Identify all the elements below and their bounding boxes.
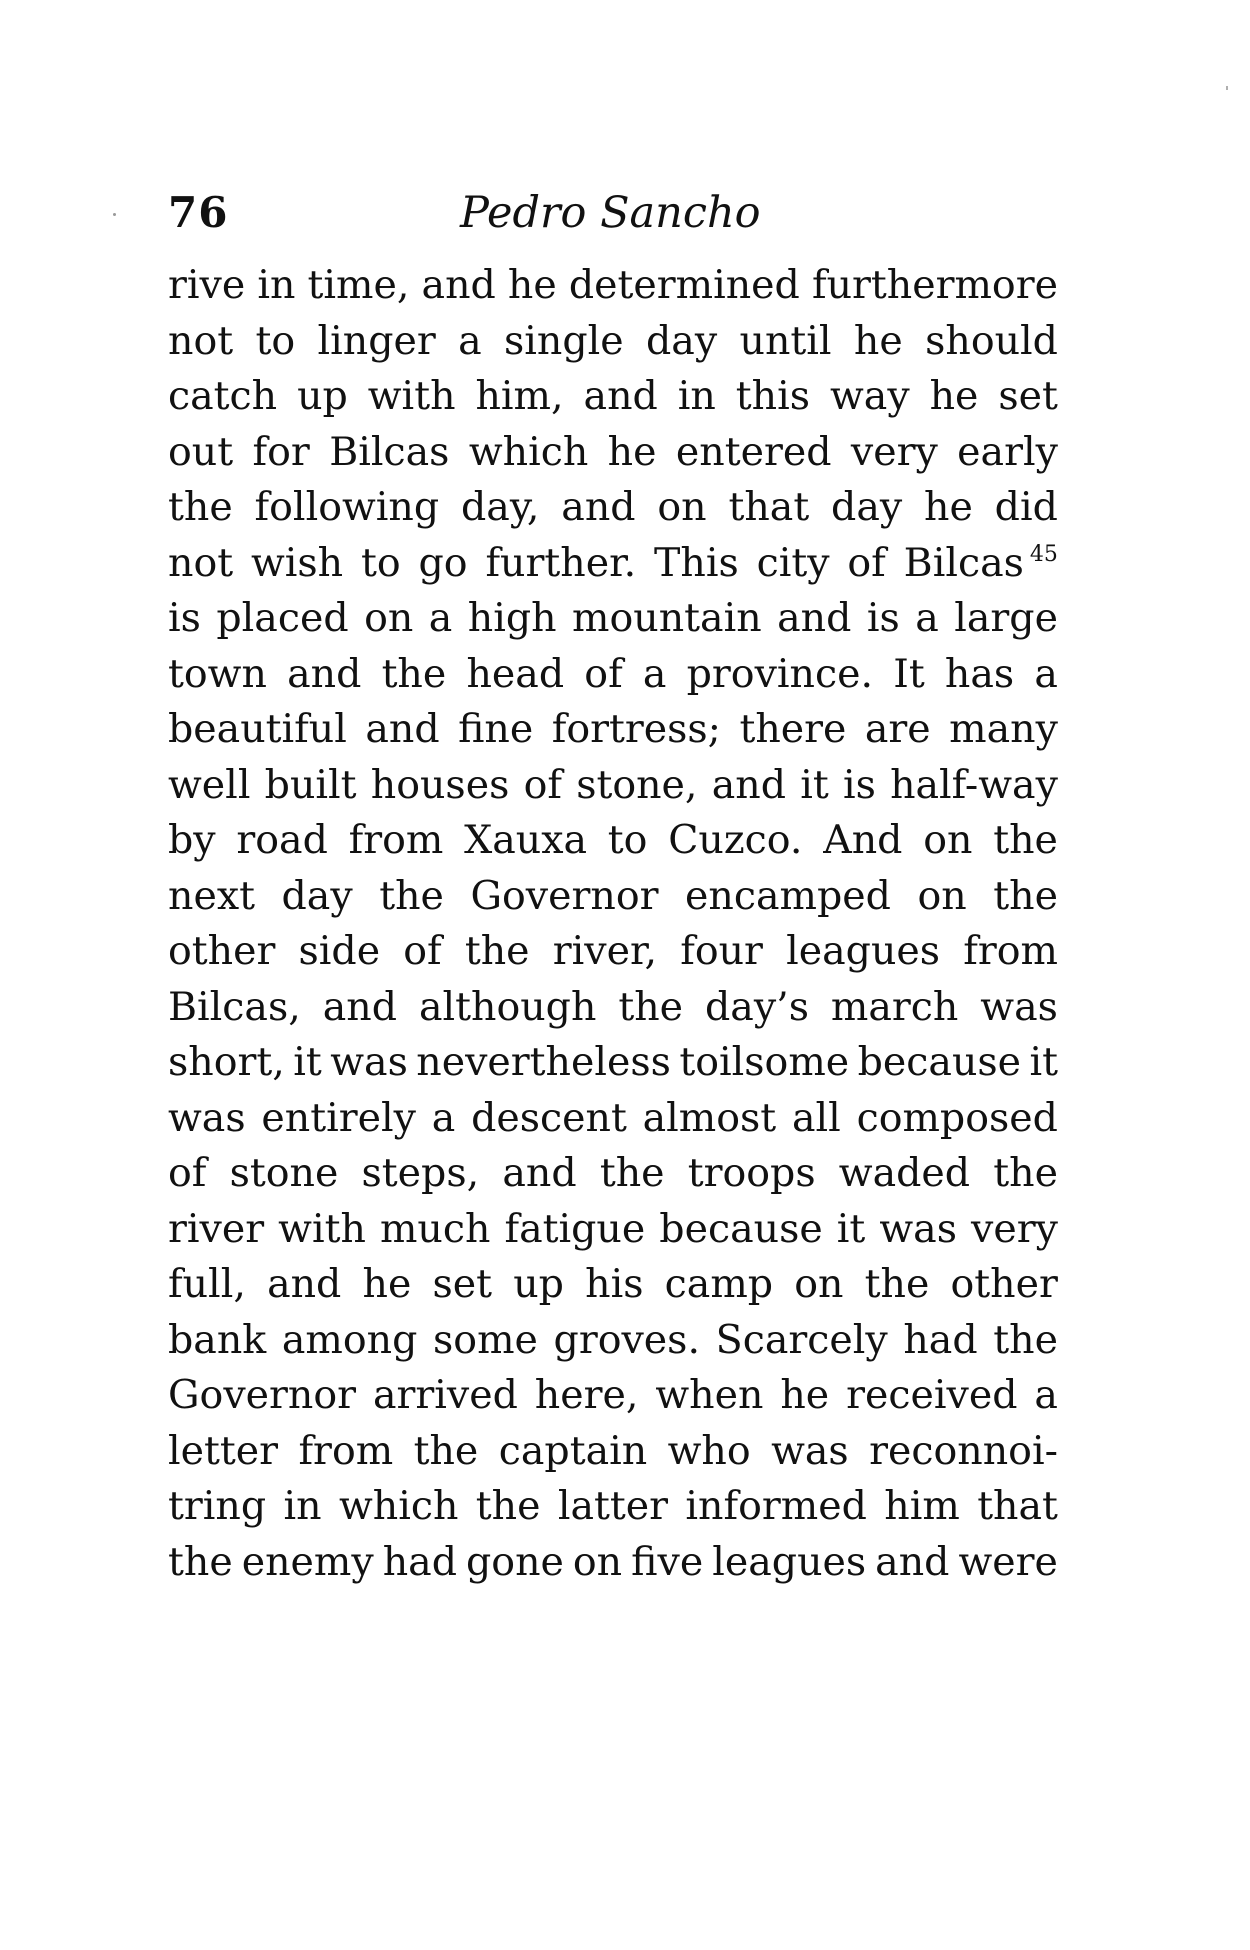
word: some	[433, 1316, 538, 1363]
word: full,	[168, 1261, 246, 1307]
word: further.	[485, 539, 637, 586]
word: tring	[168, 1483, 267, 1529]
word: him,	[475, 373, 564, 419]
word: is	[842, 761, 876, 808]
word: the	[168, 1538, 233, 1585]
word: of	[168, 1150, 207, 1196]
word: out	[168, 428, 234, 475]
word: from	[298, 1427, 394, 1474]
word: he	[853, 317, 903, 364]
text-line	[168, 1479, 1058, 1535]
text-line	[168, 425, 1058, 481]
word: all	[791, 1094, 841, 1141]
word: is	[866, 595, 900, 641]
word: in	[677, 373, 716, 419]
word: and	[322, 983, 398, 1030]
word: beautiful	[168, 706, 347, 752]
word: the	[993, 872, 1058, 919]
word: city	[756, 539, 830, 586]
word: and	[502, 1150, 577, 1196]
word: there	[739, 706, 847, 752]
text-line	[168, 591, 1058, 647]
word: in	[257, 262, 296, 308]
word: the	[864, 1261, 930, 1307]
word: was	[330, 1039, 408, 1085]
word: And	[823, 817, 903, 863]
word: with	[278, 1205, 366, 1252]
text-line	[168, 258, 1058, 314]
word: a	[431, 1094, 456, 1141]
word: he	[507, 262, 557, 308]
word: the	[599, 1150, 665, 1196]
word: other	[168, 928, 276, 974]
word: were	[958, 1538, 1058, 1585]
word: he	[607, 428, 657, 475]
word: was	[879, 1205, 957, 1252]
word: he	[929, 373, 979, 419]
word: town	[168, 650, 267, 697]
word: Bilcas	[329, 428, 450, 475]
word: rive	[168, 262, 246, 308]
word: from	[963, 928, 1058, 974]
text-line	[168, 1424, 1058, 1480]
word: informed	[685, 1483, 867, 1529]
word: on	[657, 484, 707, 530]
text-line	[168, 1146, 1058, 1202]
scan-speck	[113, 213, 116, 216]
word: next	[168, 872, 255, 919]
word: the	[618, 983, 684, 1030]
word: furthermore	[811, 262, 1058, 308]
word: nevertheless	[416, 1039, 671, 1085]
word: did	[994, 484, 1058, 530]
word: the	[168, 484, 233, 530]
word: mountain	[572, 595, 762, 641]
word: determined	[568, 262, 800, 308]
word: Governor	[470, 872, 659, 919]
word: up	[513, 1261, 564, 1307]
word: because	[857, 1039, 1022, 1085]
text-line	[168, 1091, 1058, 1147]
word: on	[917, 872, 967, 919]
word: the	[381, 650, 447, 697]
text-line	[168, 1257, 1058, 1313]
word: descent	[471, 1094, 627, 1141]
word: a	[642, 650, 667, 697]
word: latter	[557, 1483, 669, 1529]
text-line	[168, 980, 1058, 1036]
word: he	[362, 1261, 412, 1307]
word: road	[236, 817, 328, 863]
word: linger	[317, 317, 436, 364]
word: the	[464, 928, 530, 974]
word: the	[993, 1316, 1058, 1363]
word: river,	[552, 928, 658, 974]
text-line	[168, 1035, 1058, 1091]
word: many	[949, 706, 1058, 752]
word: a	[1034, 1372, 1058, 1418]
word: fine	[458, 706, 534, 752]
word: when	[655, 1372, 764, 1418]
word: This	[654, 539, 739, 586]
word: to	[607, 817, 648, 863]
word: reconnoi-	[869, 1427, 1058, 1474]
word: because	[659, 1205, 823, 1252]
word: catch	[168, 373, 278, 419]
word: much	[379, 1205, 491, 1252]
word: set	[998, 373, 1058, 419]
word: of	[847, 539, 886, 586]
word: and	[875, 1538, 950, 1585]
word: here,	[534, 1372, 639, 1418]
word: march	[830, 983, 959, 1030]
word: that	[977, 1483, 1058, 1529]
footnote-marker[interactable]: 45	[1029, 542, 1058, 568]
word: captain	[498, 1427, 648, 1474]
word: head	[466, 650, 565, 697]
word: on	[572, 1538, 623, 1585]
text-line	[168, 702, 1058, 758]
word: was	[771, 1427, 849, 1474]
word: his	[585, 1261, 644, 1307]
word: not	[168, 539, 234, 586]
text-line	[168, 536, 1058, 592]
word: and	[583, 373, 658, 419]
word: on	[364, 595, 414, 641]
word: Bilcas $^{45}$	[903, 539, 1058, 586]
word: which	[468, 428, 589, 475]
word: gone	[466, 1538, 564, 1585]
word: him	[884, 1483, 960, 1529]
word: the	[993, 817, 1058, 863]
word: and	[777, 595, 852, 641]
word: and	[267, 1261, 342, 1307]
text-line	[168, 924, 1058, 980]
word: until	[739, 317, 832, 364]
word: fortress;	[551, 706, 721, 752]
word: single	[504, 317, 624, 364]
word: day	[646, 317, 718, 364]
word: this	[735, 373, 810, 419]
word: composed	[856, 1094, 1058, 1141]
word: to	[255, 317, 296, 364]
word: stone	[229, 1150, 339, 1196]
word: large	[954, 595, 1058, 641]
word: time,	[307, 262, 410, 308]
text-line	[168, 1535, 1058, 1591]
word: and	[287, 650, 362, 697]
word: a	[458, 317, 482, 364]
word: was	[168, 1094, 246, 1141]
word: although	[418, 983, 597, 1030]
word: not	[168, 317, 234, 364]
word: groves.	[553, 1316, 701, 1363]
word: a	[428, 595, 453, 641]
word: had	[903, 1316, 978, 1363]
word: stone,	[576, 761, 698, 808]
word: to	[360, 539, 401, 586]
word: of	[403, 928, 442, 974]
word: leagues	[786, 928, 941, 974]
word: very	[850, 428, 938, 475]
word: from	[348, 817, 444, 863]
word: the	[413, 1427, 479, 1474]
word: Xauxa	[464, 817, 588, 863]
word: it	[800, 761, 829, 808]
word: day	[831, 484, 903, 530]
text-line	[168, 1368, 1058, 1424]
word: which	[338, 1483, 459, 1529]
word: and	[365, 706, 440, 752]
word: side	[298, 928, 381, 974]
word: in	[283, 1483, 322, 1529]
word: wish	[250, 539, 344, 586]
word: by	[168, 817, 216, 863]
word: high	[467, 595, 557, 641]
word: Cuzco.	[668, 817, 803, 863]
word: was	[980, 983, 1058, 1030]
word: waded	[838, 1150, 971, 1196]
text-line	[168, 1202, 1058, 1258]
text-line	[168, 369, 1058, 425]
word: It	[893, 650, 925, 697]
word: he	[780, 1372, 830, 1418]
word: the	[379, 872, 444, 919]
word: way	[829, 373, 910, 419]
word: that	[728, 484, 810, 530]
word: is	[168, 595, 201, 641]
word: the	[475, 1483, 541, 1529]
text-line	[168, 1313, 1058, 1369]
word: set	[432, 1261, 493, 1307]
word: go	[418, 539, 468, 586]
word: arrived	[372, 1372, 518, 1418]
word: of	[584, 650, 623, 697]
page-number: 76	[168, 188, 229, 237]
word: houses	[370, 761, 510, 808]
text-line	[168, 647, 1058, 703]
text-line	[168, 758, 1058, 814]
body-text	[168, 258, 1058, 1590]
word: it	[293, 1039, 322, 1085]
text-line	[168, 813, 1058, 869]
word: Bilcas,	[168, 983, 301, 1030]
word: day’s	[704, 983, 809, 1030]
word: river	[168, 1205, 265, 1252]
text-line	[168, 480, 1058, 536]
word: encamped	[685, 872, 891, 919]
word: early	[957, 428, 1058, 475]
word: among	[281, 1316, 418, 1363]
word: bank	[168, 1316, 267, 1363]
word: province.	[686, 650, 874, 697]
scan-speck	[1226, 86, 1228, 90]
word: placed	[216, 595, 349, 641]
word: had	[382, 1538, 457, 1585]
word: he	[924, 484, 973, 530]
word: built	[264, 761, 357, 808]
word: has	[944, 650, 1015, 697]
word: it	[836, 1205, 866, 1252]
word: steps,	[361, 1150, 480, 1196]
word: enemy	[241, 1538, 374, 1585]
word: Governor	[168, 1372, 357, 1418]
word: on	[794, 1261, 844, 1307]
word: four	[680, 928, 763, 974]
word: received	[846, 1372, 1018, 1418]
word: camp	[664, 1261, 774, 1307]
text-line	[168, 869, 1058, 925]
word: of	[523, 761, 562, 808]
word: letter	[168, 1427, 279, 1474]
word: short,	[168, 1039, 285, 1085]
running-title: Pedro Sancho	[460, 188, 761, 238]
text-line	[168, 314, 1058, 370]
word: entirely	[261, 1094, 416, 1141]
word: a	[1034, 650, 1058, 697]
word: other	[950, 1261, 1058, 1307]
word: entered	[675, 428, 832, 475]
word: very	[971, 1205, 1058, 1252]
word: should	[925, 317, 1058, 364]
word: leagues	[712, 1538, 867, 1585]
word: and	[711, 761, 786, 808]
word: for	[252, 428, 310, 475]
running-head	[168, 178, 1058, 248]
word: well	[168, 761, 251, 808]
word: with	[367, 373, 456, 419]
word: the	[993, 1150, 1058, 1196]
word: day,	[460, 484, 540, 530]
word: a	[915, 595, 939, 641]
word: Scarcely	[715, 1316, 888, 1363]
word: troops	[687, 1150, 816, 1196]
word: are	[864, 706, 931, 752]
word: it	[1029, 1039, 1058, 1085]
word: half-way	[890, 761, 1058, 808]
word: toilsome	[679, 1039, 850, 1085]
word: up	[297, 373, 348, 419]
word: on	[923, 817, 973, 863]
word: who	[667, 1427, 751, 1474]
word: five	[631, 1538, 704, 1585]
word: day	[281, 872, 353, 919]
word: and	[561, 484, 636, 530]
word: following	[254, 484, 440, 530]
word: fatigue	[504, 1205, 646, 1252]
word: almost	[642, 1094, 777, 1141]
word: and	[421, 262, 496, 308]
